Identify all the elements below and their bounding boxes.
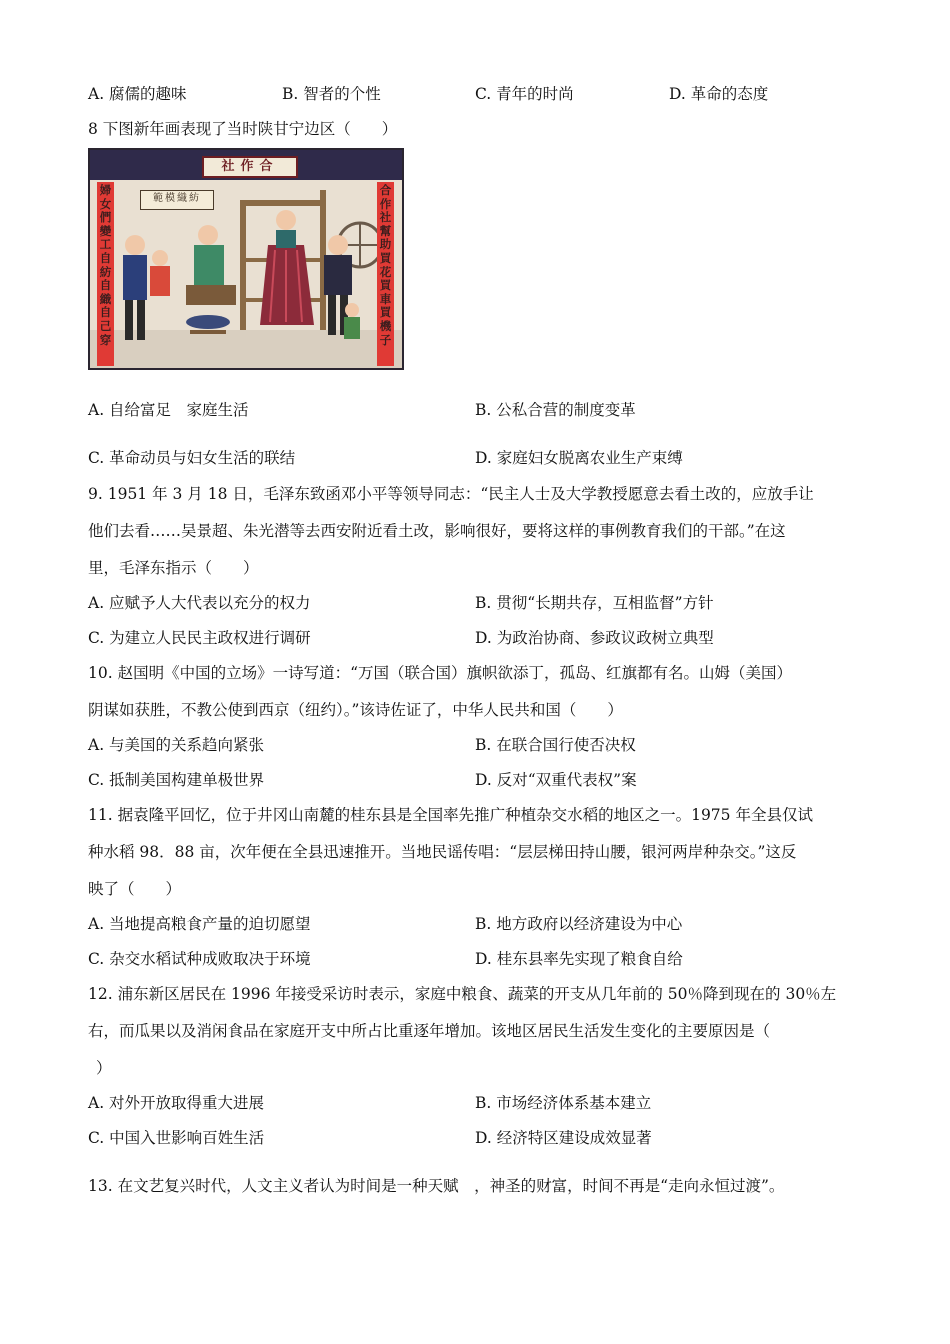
q11-stem-line-1: 11. 据袁隆平回忆，位于井冈山南麓的桂东县是全国率先推广种植杂交水稻的地区之一。1975 年全县仅试: [88, 806, 813, 824]
q8-stem: 8 下图新年画表现了当时陕甘宁边区（ ）: [88, 120, 398, 138]
q7-option-d: D. 革命的态度: [669, 85, 769, 103]
q8-option-a: A. 自给富足 家庭生活: [88, 401, 249, 419]
q10-option-a: A. 与美国的关系趋向紧张: [88, 736, 265, 754]
painting-illustration: [90, 150, 402, 368]
painting-banner: 社作合: [202, 156, 298, 178]
q7-option-c: C. 青年的时尚: [475, 85, 574, 103]
q8-option-c: C. 革命动员与妇女生活的联结: [88, 449, 296, 467]
q12-option-c: C. 中国入世影响百姓生活: [88, 1129, 265, 1147]
q12-option-a: A. 对外开放取得重大进展: [88, 1094, 265, 1112]
q9-option-a: A. 应赋予人大代表以充分的权力: [88, 594, 311, 612]
q10-option-d: D. 反对“双重代表权”案: [475, 771, 637, 789]
q7-option-b: B. 智者的个性: [282, 85, 381, 103]
q10-stem-line-1: 10. 赵国明《中国的立场》一诗写道：“万国（联合国）旗帜欲添丁，孤岛、红旗都有名。山姆（美国）: [88, 664, 793, 682]
q10-option-c: C. 抵制美国构建单极世界: [88, 771, 265, 789]
q13-stem-line-1: 13. 在文艺复兴时代，人文主义者认为时间是一种天赋 ，神圣的财富，时间不再是“走向永恒过渡”。: [88, 1177, 785, 1195]
q12-stem-line-1: 12. 浦东新区居民在 1996 年接受采访时表示，家庭中粮食、蔬菜的开支从几年前的 50％降到现在的 30％左: [88, 985, 837, 1003]
painting-left-couplet: 婦女們變工自紡自織自己穿: [97, 182, 114, 366]
q8-option-d: D. 家庭妇女脱离农业生产束缚: [475, 449, 683, 467]
q12-stem-line-3: ）: [96, 1059, 112, 1077]
q10-stem-line-2: 阴谋如获胜，不教公使到西京（纽约）。”该诗佐证了，中华人民共和国（ ）: [88, 701, 623, 719]
q9-option-c: C. 为建立人民民主政权进行调研: [88, 629, 311, 647]
q9-stem-line-2: 他们去看……吴景超、朱光潜等去西安附近看土改，影响很好，要将这样的事例教育我们的干部。”在这: [88, 522, 786, 540]
q11-stem-line-3: 映了（ ）: [88, 880, 182, 898]
q8-option-b: B. 公私合营的制度变革: [475, 401, 636, 419]
painting-right-couplet: 合作社幫助買花買車買機子: [377, 182, 394, 366]
q12-option-b: B. 市场经济体系基本建立: [475, 1094, 652, 1112]
q10-option-b: B. 在联合国行使否决权: [475, 736, 636, 754]
q12-option-d: D. 经济特区建设成效显著: [475, 1129, 652, 1147]
q9-stem-line-1: 9. 1951 年 3 月 18 日，毛泽东致函邓小平等领导同志：“民主人士及大学教授愿意去看土改的，应放手让: [88, 485, 814, 503]
new-year-painting: [88, 148, 404, 370]
q11-option-a: A. 当地提高粮食产量的迫切愿望: [88, 915, 311, 933]
q11-option-d: D. 桂东县率先实现了粮食自给: [475, 950, 683, 968]
q9-option-b: B. 贯彻“长期共存，互相监督”方针: [475, 594, 714, 612]
q11-option-c: C. 杂交水稻试种成败取决于环境: [88, 950, 311, 968]
q12-stem-line-2: 右，而瓜果以及消闲食品在家庭开支中所占比重逐年增加。该地区居民生活发生变化的主要原因是（: [88, 1022, 771, 1040]
painting-sign: 範模織紡: [140, 190, 214, 210]
q9-option-d: D. 为政治协商、参政议政树立典型: [475, 629, 714, 647]
q11-stem-line-2: 种水稻 98．88 亩，次年便在全县迅速推开。当地民谣传唱：“层层梯田持山腰，银河两岸种杂交。”这反: [88, 843, 797, 861]
q11-option-b: B. 地方政府以经济建设为中心: [475, 915, 683, 933]
q7-option-a: A. 腐儒的趣味: [88, 85, 187, 103]
q9-stem-line-3: 里，毛泽东指示（ ）: [88, 559, 259, 577]
